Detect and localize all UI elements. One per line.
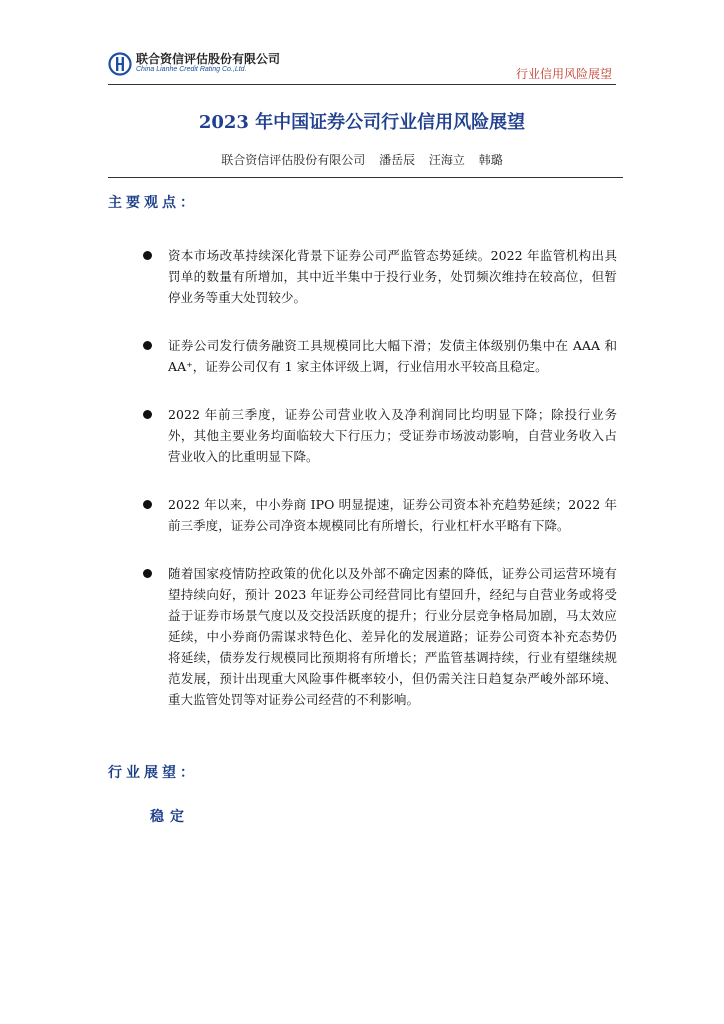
main-points-heading: 主要观点： bbox=[108, 195, 198, 211]
report-category-label: 行业信用风险展望 bbox=[515, 67, 612, 81]
main-points-list bbox=[143, 245, 617, 737]
author-name: 韩璐 bbox=[478, 153, 503, 167]
list-item bbox=[143, 404, 617, 467]
list-item-text: 资本市场改革持续深化背景下证券公司严监管态势延续。2022 年监管机构出具罚单的数量有所增加，其中近半集中于投行业务，处罚频次维持在较高位，但暂停业务等重大处罚较少。 bbox=[168, 248, 617, 305]
author-name: 汪海立 bbox=[428, 153, 465, 167]
list-item bbox=[143, 245, 617, 308]
bullet-icon bbox=[143, 410, 152, 419]
list-item-text: 2022 年前三季度，证券公司营业收入及净利润同比均明显下降；除投行业务外，其他主要业务均面临较大下行压力；受证券市场波动影响，自营业务收入占营业收入的比重明显下降。 bbox=[168, 407, 617, 464]
bullet-icon bbox=[143, 569, 152, 578]
bullet-icon bbox=[143, 341, 152, 350]
outlook-value: 稳定 bbox=[150, 809, 190, 825]
header-divider bbox=[108, 84, 616, 85]
bullet-icon bbox=[143, 251, 152, 260]
outlook-heading: 行业展望： bbox=[108, 765, 198, 781]
lianhe-logo-icon bbox=[108, 52, 132, 76]
author-name: 潘岳辰 bbox=[379, 153, 416, 167]
bullet-icon bbox=[143, 500, 152, 509]
company-name-en: China Lianhe Credit Rating Co.,Ltd. bbox=[136, 66, 247, 73]
author-line bbox=[0, 151, 724, 168]
page-header bbox=[108, 48, 616, 84]
page-title: 2023 年中国证券公司行业信用风险展望 bbox=[198, 112, 526, 133]
list-item bbox=[143, 335, 617, 377]
list-item-text: 随着国家疫情防控政策的优化以及外部不确定因素的降低，证券公司运营环境有望持续向好，预计 2023 年证券公司经营同比有望回升，经纪与自营业务或将受益于证券市场景气度以及交投活跃度的提升；行业分层竞争格局加剧，马太效应延续，中小券商仍需谋求特色化、差异化的发展道路；证券公司资本补充态势仍将延续，债券发行规模同比预期将有所增长；严监管基调持续，行业有望继续规范发展，预计出现重大风险事件概率较小，但仍需关注日趋复杂严峻外部环境、重大监管处罚等对证券公司经营的不利影响。 bbox=[168, 566, 617, 707]
list-item-text: 2022 年以来，中小券商 IPO 明显提速，证券公司资本补充趋势延续；2022 年前三季度，证券公司净资本规模同比有所增长，行业杠杆水平略有下降。 bbox=[168, 497, 617, 533]
list-item bbox=[143, 563, 617, 710]
author-org: 联合资信评估股份有限公司 bbox=[221, 153, 366, 167]
authors-divider bbox=[108, 177, 623, 178]
list-item-text: 证券公司发行债务融资工具规模同比大幅下滑；发债主体级别仍集中在 AAA 和 AA⁺，证券公司仅有 1 家主体评级上调，行业信用水平较高且稳定。 bbox=[168, 338, 617, 374]
company-name-cn: 联合资信评估股份有限公司 bbox=[136, 52, 281, 66]
list-item bbox=[143, 494, 617, 536]
